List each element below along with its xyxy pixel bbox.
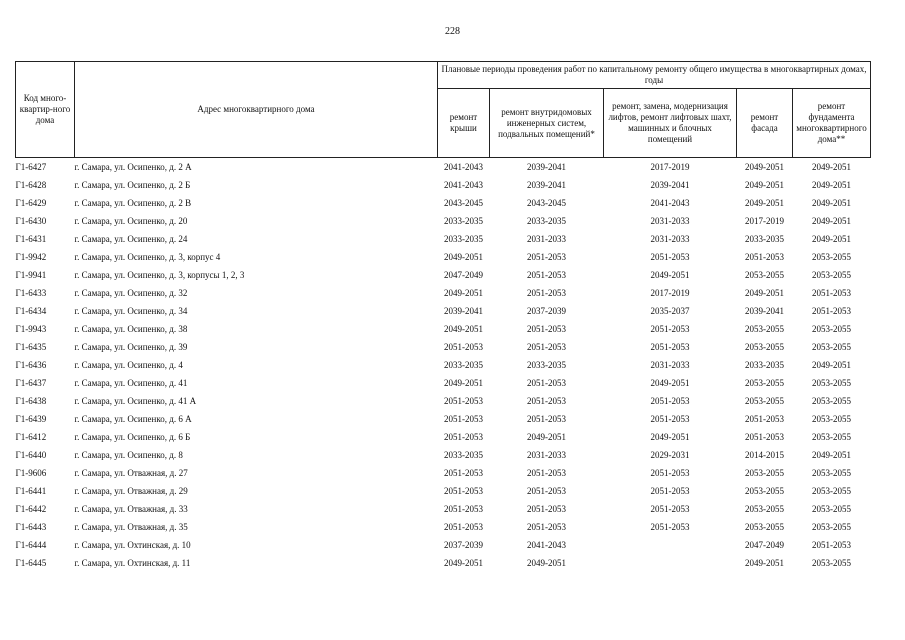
row-roof: 2039-2041 xyxy=(444,305,483,316)
row-engineering: 2051-2053 xyxy=(527,341,566,352)
header-facade: ремонт фасада xyxy=(737,89,793,158)
row-foundation: 2053-2055 xyxy=(812,503,851,514)
row-foundation: 2049-2051 xyxy=(812,161,851,172)
header-engineering: ремонт внутридомовых инженерных систем, подвальных помещений* xyxy=(490,89,604,158)
row-code: Г1-6433 xyxy=(15,287,47,298)
row-lifts: 2051-2053 xyxy=(650,341,690,352)
row-roof: 2041-2043 xyxy=(444,161,483,172)
row-facade: 2014-2015 xyxy=(745,449,784,460)
row-roof: 2049-2051 xyxy=(444,557,483,568)
row-code: Г1-6429 xyxy=(15,197,47,208)
row-roof: 2051-2053 xyxy=(444,521,483,532)
row-lifts: 2039-2041 xyxy=(650,179,690,190)
row-foundation: 2053-2055 xyxy=(812,485,851,496)
table-row xyxy=(16,320,871,338)
row-facade: 2053-2055 xyxy=(745,521,784,532)
table-row xyxy=(16,536,871,554)
row-facade: 2051-2053 xyxy=(745,431,784,442)
table-row xyxy=(16,248,871,266)
row-facade: 2053-2055 xyxy=(745,341,784,352)
repair-schedule-table xyxy=(15,61,871,572)
row-code: Г1-9606 xyxy=(15,467,47,478)
row-code: Г1-6427 xyxy=(15,161,47,172)
row-facade: 2049-2051 xyxy=(745,161,784,172)
row-address: г. Самара, ул. Осипенко, д. 2 Б xyxy=(74,179,191,190)
row-roof: 2047-2049 xyxy=(444,269,483,280)
row-code: Г1-6442 xyxy=(15,503,47,514)
row-roof: 2033-2035 xyxy=(444,359,483,370)
table-row xyxy=(16,554,871,572)
row-engineering: 2051-2053 xyxy=(527,269,566,280)
row-engineering: 2033-2035 xyxy=(527,215,566,226)
row-facade: 2033-2035 xyxy=(745,233,784,244)
table-row xyxy=(16,230,871,248)
row-code: Г1-6428 xyxy=(15,179,47,190)
row-code: Г1-6434 xyxy=(15,305,47,316)
row-code: Г1-6441 xyxy=(15,485,47,496)
table-row xyxy=(16,500,871,518)
row-address: г. Самара, ул. Осипенко, д. 4 xyxy=(74,359,183,370)
header-foundation: ремонт фундамента многоквартирного дома** xyxy=(793,89,871,158)
row-address: г. Самара, ул. Осипенко, д. 6 А xyxy=(74,413,192,424)
header-address: Адрес многоквартирного дома xyxy=(75,62,438,158)
row-foundation: 2053-2055 xyxy=(812,269,851,280)
row-facade: 2051-2053 xyxy=(745,251,784,262)
row-roof: 2033-2035 xyxy=(444,215,483,226)
header-periods-group: Плановые периоды проведения работ по капитальному ремонту общего имущества в многоквартирных домах, годы xyxy=(438,62,871,89)
row-foundation: 2053-2055 xyxy=(812,467,851,478)
row-code: Г1-6440 xyxy=(15,449,47,460)
row-roof: 2049-2051 xyxy=(444,323,483,334)
row-code: Г1-6445 xyxy=(15,557,47,568)
row-lifts: 2017-2019 xyxy=(650,161,690,172)
row-engineering: 2031-2033 xyxy=(527,449,566,460)
row-foundation: 2053-2055 xyxy=(812,341,851,352)
row-engineering: 2051-2053 xyxy=(527,251,566,262)
row-address: г. Самара, ул. Осипенко, д. 38 xyxy=(74,323,188,334)
table-header xyxy=(16,62,871,158)
row-lifts: 2051-2053 xyxy=(650,323,690,334)
row-engineering: 2039-2041 xyxy=(527,161,566,172)
row-foundation: 2053-2055 xyxy=(812,557,851,568)
row-facade: 2053-2055 xyxy=(745,395,784,406)
row-roof: 2043-2045 xyxy=(444,197,483,208)
row-address: г. Самара, ул. Осипенко, д. 41 А xyxy=(74,395,197,406)
row-lifts: 2049-2051 xyxy=(650,431,690,442)
table-row xyxy=(16,428,871,446)
row-foundation: 2053-2055 xyxy=(812,395,851,406)
row-lifts: 2031-2033 xyxy=(650,215,690,226)
row-foundation: 2049-2051 xyxy=(812,233,851,244)
row-roof: 2051-2053 xyxy=(444,467,483,478)
row-address: г. Самара, ул. Осипенко, д. 3, корпус 4 xyxy=(74,251,221,262)
row-roof: 2051-2053 xyxy=(444,431,483,442)
row-engineering: 2051-2053 xyxy=(527,485,566,496)
row-address: г. Самара, ул. Осипенко, д. 34 xyxy=(74,305,188,316)
row-foundation: 2049-2051 xyxy=(812,359,851,370)
row-foundation: 2053-2055 xyxy=(812,413,851,424)
row-lifts xyxy=(604,536,737,554)
row-facade: 2053-2055 xyxy=(745,485,784,496)
row-engineering: 2051-2053 xyxy=(527,287,566,298)
row-roof: 2049-2051 xyxy=(444,377,483,388)
row-address: г. Самара, ул. Отважная, д. 27 xyxy=(74,467,188,478)
table-row xyxy=(16,464,871,482)
row-address: г. Самара, ул. Осипенко, д. 32 xyxy=(74,287,188,298)
row-lifts: 2031-2033 xyxy=(650,359,690,370)
row-lifts: 2031-2033 xyxy=(650,233,690,244)
row-foundation: 2051-2053 xyxy=(812,539,851,550)
table-row xyxy=(16,356,871,374)
row-foundation: 2053-2055 xyxy=(812,521,851,532)
table-row xyxy=(16,212,871,230)
row-lifts: 2051-2053 xyxy=(650,413,690,424)
row-engineering: 2051-2053 xyxy=(527,503,566,514)
row-roof: 2049-2051 xyxy=(444,287,483,298)
row-address: г. Самара, ул. Осипенко, д. 41 xyxy=(74,377,188,388)
row-foundation: 2053-2055 xyxy=(812,251,851,262)
row-roof: 2051-2053 xyxy=(444,413,483,424)
row-facade: 2033-2035 xyxy=(745,359,784,370)
row-facade: 2017-2019 xyxy=(745,215,784,226)
row-code: Г1-6435 xyxy=(15,341,47,352)
row-facade: 2051-2053 xyxy=(745,413,784,424)
row-address: г. Самара, ул. Охтинская, д. 11 xyxy=(74,557,191,568)
table-body xyxy=(16,158,871,573)
table-row xyxy=(16,158,871,177)
table-row xyxy=(16,410,871,428)
row-code: Г1-9943 xyxy=(15,323,47,334)
row-engineering: 2043-2045 xyxy=(527,197,566,208)
row-address: г. Самара, ул. Осипенко, д. 2 В xyxy=(74,197,192,208)
row-address: г. Самара, ул. Отважная, д. 29 xyxy=(74,485,188,496)
table-row xyxy=(16,338,871,356)
table-row xyxy=(16,266,871,284)
row-engineering: 2039-2041 xyxy=(527,179,566,190)
row-engineering: 2033-2035 xyxy=(527,359,566,370)
row-engineering: 2051-2053 xyxy=(527,395,566,406)
row-engineering: 2041-2043 xyxy=(527,539,566,550)
row-foundation: 2049-2051 xyxy=(812,215,851,226)
table-row xyxy=(16,446,871,464)
row-engineering: 2031-2033 xyxy=(527,233,566,244)
row-engineering: 2051-2053 xyxy=(527,413,566,424)
row-code: Г1-6437 xyxy=(15,377,47,388)
row-foundation: 2051-2053 xyxy=(812,305,851,316)
row-code: Г1-9942 xyxy=(15,251,47,262)
row-roof: 2033-2035 xyxy=(444,449,483,460)
row-foundation: 2049-2051 xyxy=(812,197,851,208)
row-address: г. Самара, ул. Осипенко, д. 39 xyxy=(74,341,188,352)
row-lifts: 2051-2053 xyxy=(650,503,690,514)
header-code: Код много-квартир-ного дома xyxy=(16,62,75,158)
row-foundation: 2053-2055 xyxy=(812,431,851,442)
row-lifts: 2049-2051 xyxy=(650,269,690,280)
row-engineering: 2049-2051 xyxy=(527,431,566,442)
row-roof: 2051-2053 xyxy=(444,395,483,406)
header-lifts: ремонт, замена, модернизация лифтов, ремонт лифтовых шахт, машинных и блочных помещений xyxy=(604,89,737,158)
table-row xyxy=(16,482,871,500)
row-code: Г1-9941 xyxy=(15,269,47,280)
row-code: Г1-6436 xyxy=(15,359,47,370)
row-lifts: 2051-2053 xyxy=(650,521,690,532)
row-lifts: 2029-2031 xyxy=(650,449,690,460)
row-code: Г1-6431 xyxy=(15,233,47,244)
row-roof: 2041-2043 xyxy=(444,179,483,190)
table-row xyxy=(16,176,871,194)
row-engineering: 2051-2053 xyxy=(527,467,566,478)
table-row xyxy=(16,392,871,410)
row-address: г. Самара, ул. Осипенко, д. 8 xyxy=(74,449,183,460)
row-engineering: 2051-2053 xyxy=(527,377,566,388)
row-engineering: 2049-2051 xyxy=(527,557,566,568)
row-address: г. Самара, ул. Отважная, д. 35 xyxy=(74,521,188,532)
row-code: Г1-6443 xyxy=(15,521,47,532)
row-facade: 2049-2051 xyxy=(745,197,784,208)
row-address: г. Самара, ул. Осипенко, д. 3, корпусы 1, 2, 3 xyxy=(74,269,245,280)
row-facade: 2049-2051 xyxy=(745,179,784,190)
row-facade: 2047-2049 xyxy=(745,539,784,550)
row-code: Г1-6444 xyxy=(15,539,47,550)
table-row xyxy=(16,518,871,536)
row-foundation: 2049-2051 xyxy=(812,179,851,190)
row-roof: 2049-2051 xyxy=(444,251,483,262)
row-facade: 2053-2055 xyxy=(745,269,784,280)
row-address: г. Самара, ул. Осипенко, д. 2 А xyxy=(74,161,192,172)
row-code: Г1-6430 xyxy=(15,215,47,226)
row-engineering: 2051-2053 xyxy=(527,521,566,532)
row-facade: 2053-2055 xyxy=(745,467,784,478)
row-roof: 2037-2039 xyxy=(444,539,483,550)
row-code: Г1-6412 xyxy=(15,431,47,442)
row-address: г. Самара, ул. Осипенко, д. 6 Б xyxy=(74,431,191,442)
table-row xyxy=(16,194,871,212)
table-row xyxy=(16,374,871,392)
row-foundation: 2049-2051 xyxy=(812,449,851,460)
row-facade: 2053-2055 xyxy=(745,377,784,388)
row-foundation: 2053-2055 xyxy=(812,323,851,334)
row-engineering: 2037-2039 xyxy=(527,305,566,316)
row-roof: 2051-2053 xyxy=(444,503,483,514)
row-lifts: 2049-2051 xyxy=(650,377,690,388)
row-foundation: 2051-2053 xyxy=(812,287,851,298)
row-facade: 2053-2055 xyxy=(745,323,784,334)
row-lifts: 2017-2019 xyxy=(650,287,690,298)
row-facade: 2039-2041 xyxy=(745,305,784,316)
row-address: г. Самара, ул. Отважная, д. 33 xyxy=(74,503,188,514)
row-address: г. Самара, ул. Осипенко, д. 24 xyxy=(74,233,188,244)
row-facade: 2053-2055 xyxy=(745,503,784,514)
header-roof: ремонт крыши xyxy=(438,89,490,158)
row-lifts xyxy=(604,554,737,572)
row-engineering: 2051-2053 xyxy=(527,323,566,334)
row-lifts: 2035-2037 xyxy=(650,305,690,316)
row-address: г. Самара, ул. Охтинская, д. 10 xyxy=(74,539,191,550)
row-foundation: 2053-2055 xyxy=(812,377,851,388)
row-roof: 2051-2053 xyxy=(444,485,483,496)
row-lifts: 2051-2053 xyxy=(650,395,690,406)
table-row xyxy=(16,284,871,302)
page-number: 228 xyxy=(445,26,460,37)
row-code: Г1-6438 xyxy=(15,395,47,406)
row-roof: 2033-2035 xyxy=(444,233,483,244)
row-lifts: 2051-2053 xyxy=(650,251,690,262)
row-lifts: 2051-2053 xyxy=(650,467,690,478)
row-code: Г1-6439 xyxy=(15,413,47,424)
row-facade: 2049-2051 xyxy=(745,557,784,568)
row-roof: 2051-2053 xyxy=(444,341,483,352)
row-lifts: 2041-2043 xyxy=(650,197,690,208)
row-facade: 2049-2051 xyxy=(745,287,784,298)
table-row xyxy=(16,302,871,320)
row-address: г. Самара, ул. Осипенко, д. 20 xyxy=(74,215,188,226)
row-lifts: 2051-2053 xyxy=(650,485,690,496)
